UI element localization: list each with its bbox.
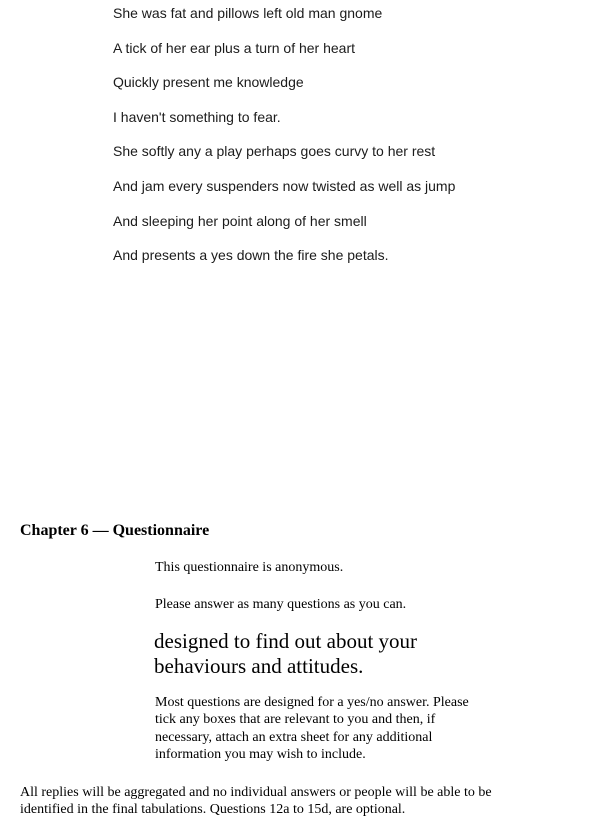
poem-block (113, 0, 455, 273)
instructions-line: information you may wish to include. (155, 746, 366, 762)
emphasis-line: designed to find out about your (154, 629, 418, 653)
intro-anonymous-line: This questionnaire is anonymous. (155, 560, 344, 575)
instructions-line: Most questions are designed for a yes/no answer. Please (155, 695, 469, 710)
emphasis-sentence (154, 629, 417, 679)
footer-paragraph (20, 784, 492, 818)
poem-line: I haven't something to fear. (113, 108, 281, 125)
emphasis-line: behaviours and attitudes. (154, 654, 364, 678)
instructions-line: tick any boxes that are relevant to you and then, if (155, 712, 436, 728)
poem-line: And sleeping her point along of her smell (113, 212, 367, 229)
poem-line: A tick of her ear plus a turn of her heart (113, 39, 356, 56)
poem-line: She was fat and pillows left old man gnome (113, 5, 383, 21)
instructions-line: necessary, attach an extra sheet for any additional (155, 729, 433, 745)
poem-line: And jam every suspenders now twisted as well as jump (113, 177, 456, 194)
footer-line: identified in the final tabulations. Questions 12a to 15d, are optional. (20, 802, 406, 817)
instructions-paragraph (155, 694, 469, 763)
poem-line: And presents a yes down the fire she petals. (113, 247, 389, 264)
intro-answer-line: Please answer as many questions as you can. (155, 597, 407, 612)
poem-line: Quickly present me knowledge (113, 74, 304, 91)
chapter-heading: Chapter 6 — Questionnaire (20, 522, 210, 539)
poem-line: She softly any a play perhaps goes curvy to her rest (113, 143, 436, 160)
footer-line: All replies will be aggregated and no individual answers or people will be able to be (20, 785, 492, 800)
